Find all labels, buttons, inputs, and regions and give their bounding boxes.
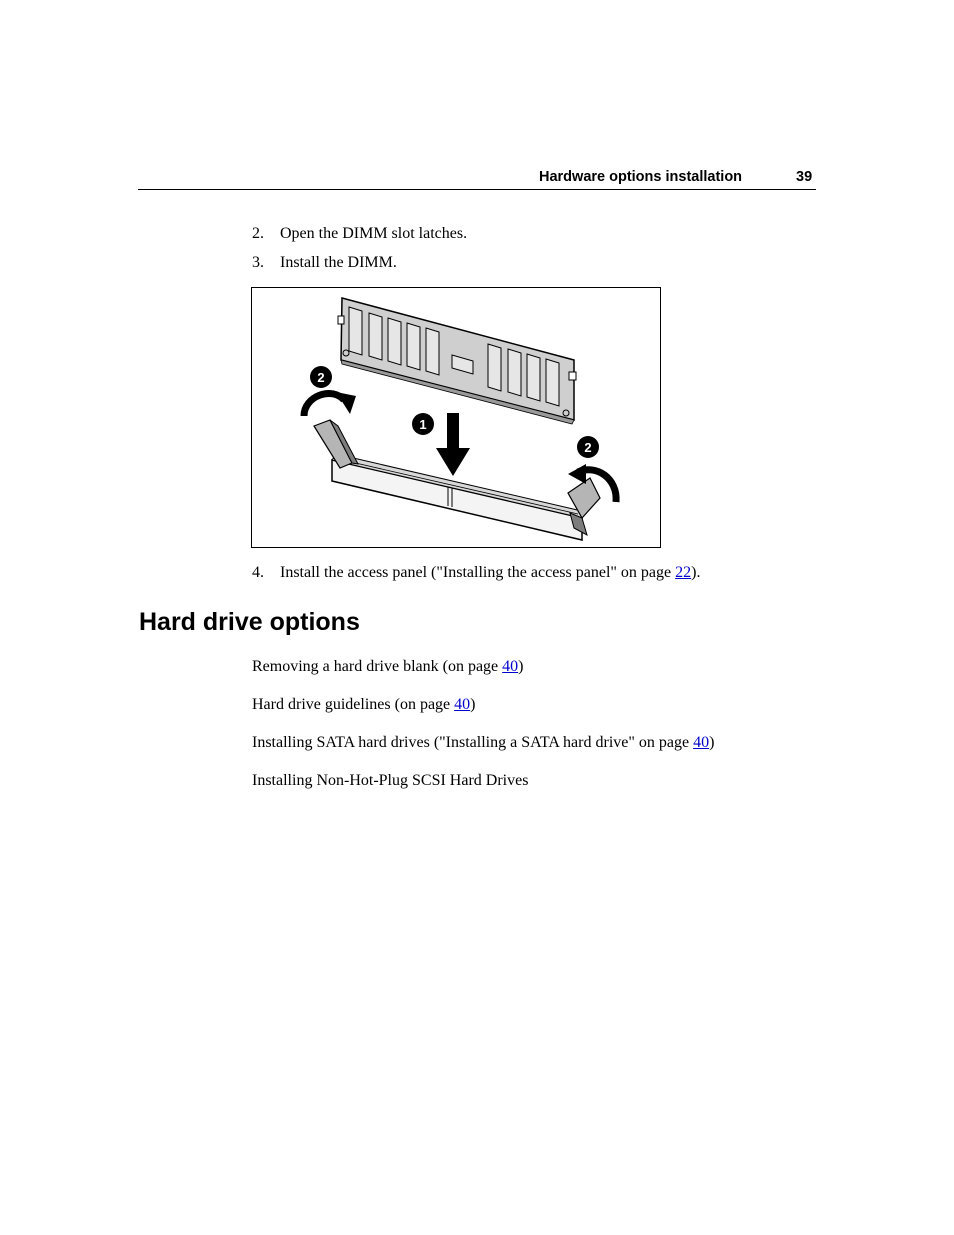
curved-arrow-left-icon [304,393,344,416]
step-number: 3. [252,254,264,271]
step-3 [252,254,397,272]
item-text: Installing Non-Hot-Plug SCSI Hard Drives [252,772,529,789]
callout-1 [412,413,434,435]
item-text-end: ) [470,696,476,713]
step-4 [252,564,700,582]
list-item [252,734,714,752]
item-text: Hard drive guidelines (on page [252,696,455,713]
step-number: 4. [252,564,264,581]
page-number: 39 [796,169,813,185]
down-arrow-icon [436,413,470,476]
callout-2-right [577,436,599,458]
page-link[interactable]: 22 [675,564,692,581]
section-heading: Hard drive options [139,608,360,636]
dimm-install-figure [251,287,661,548]
item-text-end: ) [518,658,524,675]
item-text-end: ) [709,734,715,751]
callout-label: 2 [584,440,592,455]
dimm-slot [332,460,582,540]
header-title: Hardware options installation [539,169,743,185]
callout-label: 1 [419,417,427,432]
page-link[interactable]: 40 [693,734,710,751]
page-link[interactable]: 40 [502,658,519,675]
list-item [252,658,523,676]
item-text: Removing a hard drive blank (on page [252,658,503,675]
step-text: Open the DIMM slot latches. [280,225,468,242]
step-text-end: ). [691,564,701,581]
item-text: Installing SATA hard drives ("Installing a SATA hard drive" on page [252,734,694,751]
callout-label: 2 [317,370,325,385]
step-2 [252,225,467,243]
step-text: Install the DIMM. [280,254,397,271]
step-number: 2. [252,225,264,242]
step-text: Install the access panel ("Installing the access panel" on page [280,564,676,581]
running-header [138,168,816,190]
callout-2-left [310,366,332,388]
list-item [252,772,528,790]
page-link[interactable]: 40 [454,696,471,713]
list-item [252,696,475,714]
dimm-illustration [252,288,662,549]
